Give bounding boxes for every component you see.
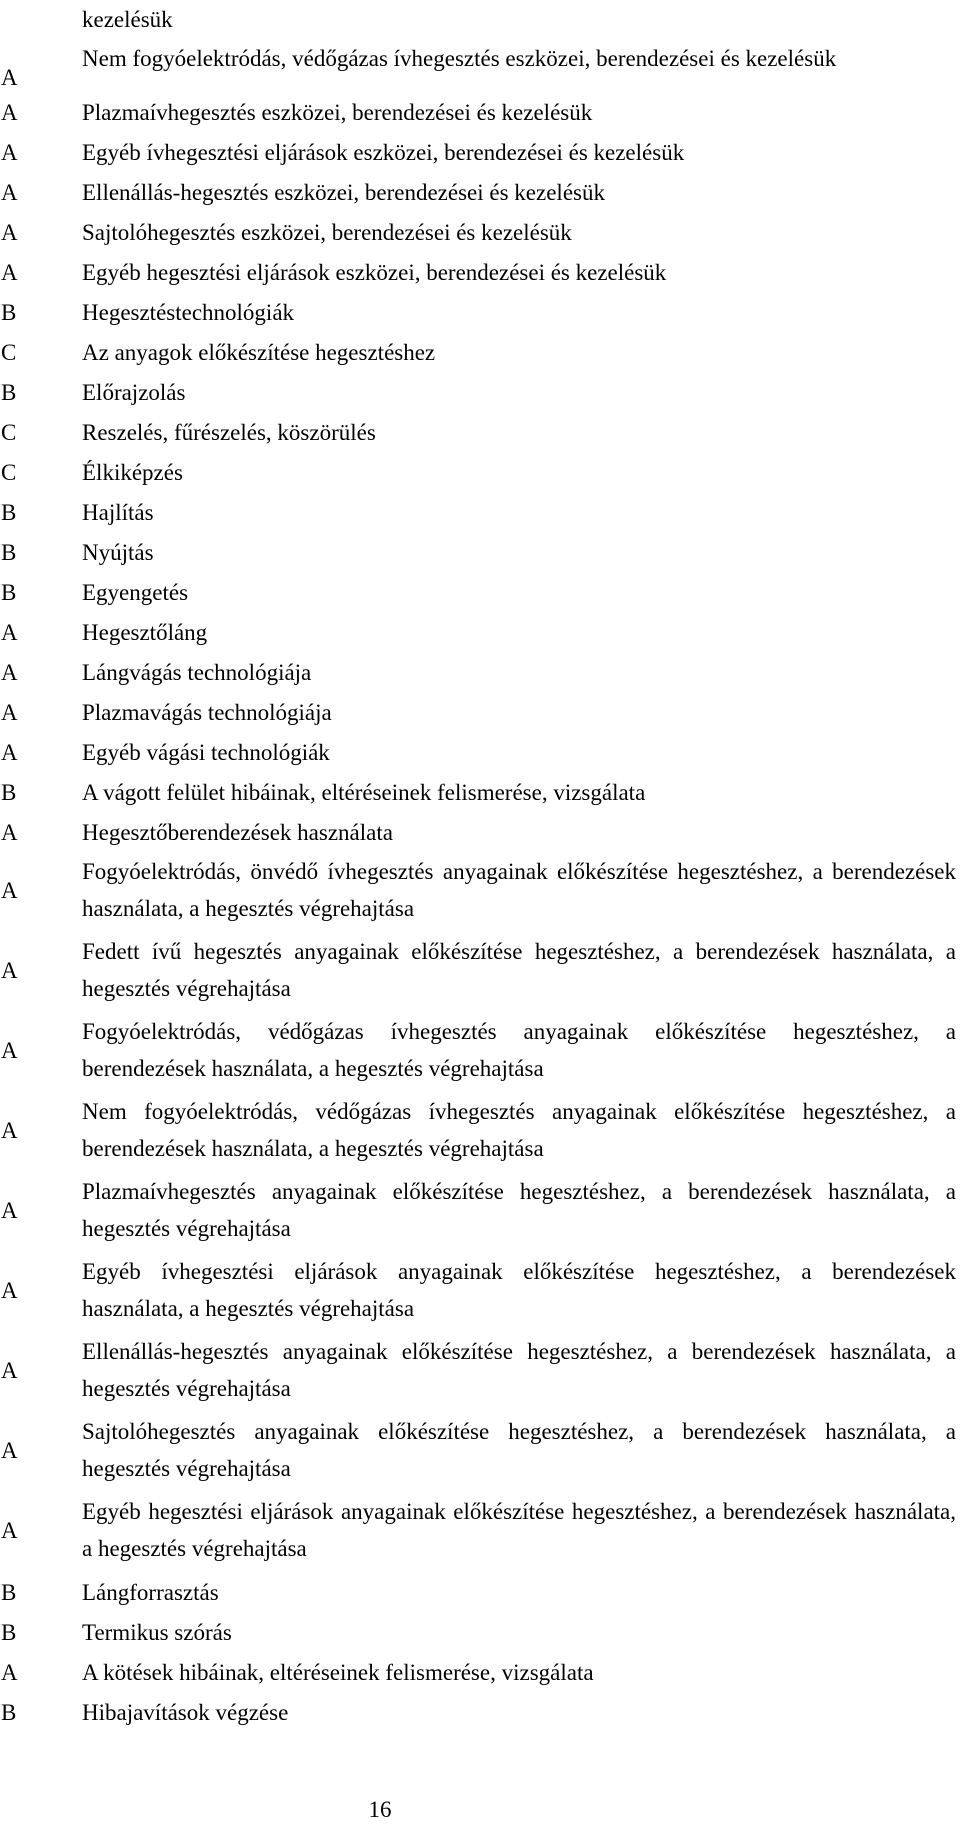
topic-text: Lángforrasztás bbox=[82, 1580, 219, 1605]
topic-text: Fogyóelektródás, önvédő ívhegesztés anyagainak előkészítése hegesztéshez, a berendezések használata, a hegesztés végrehajtása bbox=[82, 859, 956, 921]
topic-text: Reszelés, fűrészelés, köszörülés bbox=[82, 420, 376, 445]
level-letter: B bbox=[1, 1700, 17, 1725]
level-letter: A bbox=[1, 740, 18, 765]
topic-text: Egyéb ívhegesztési eljárások anyagainak előkészítése hegesztéshez, a berendezések használata, a hegesztés végrehajtása bbox=[82, 1259, 956, 1321]
level-letter: A bbox=[1, 958, 18, 983]
topic-text: Egyéb ívhegesztési eljárások eszközei, berendezései és kezelésük bbox=[82, 140, 685, 165]
topic-text: Hajlítás bbox=[82, 500, 154, 525]
topic-text: Fogyóelektródás, védőgázas ívhegesztés anyagainak előkészítése hegesztéshez, a berendezések használata, a hegesztés végrehajtása bbox=[82, 1019, 956, 1081]
topic-text: Előrajzolás bbox=[82, 380, 186, 405]
topic-text: Ellenállás-hegesztés anyagainak előkészítése hegesztéshez, a berendezések használata, a hegesztés végrehajtása bbox=[82, 1339, 956, 1401]
level-letter: C bbox=[1, 420, 17, 445]
level-letter: A bbox=[1, 65, 18, 90]
level-letter: A bbox=[1, 700, 18, 725]
level-letter: A bbox=[1, 1198, 18, 1223]
level-letter: A bbox=[1, 878, 18, 903]
level-letter: B bbox=[1, 500, 17, 525]
topic-text: Hegesztéstechnológiák bbox=[82, 300, 295, 325]
topic-text: kezelésük bbox=[82, 7, 173, 32]
level-letter: C bbox=[1, 340, 17, 365]
level-letter: B bbox=[1, 540, 17, 565]
topic-text: Nem fogyóelektródás, védőgázas ívhegesztés anyagainak előkészítése hegesztéshez, a berendezések használata, a hegesztés végrehajtása bbox=[82, 1099, 956, 1161]
level-letter: B bbox=[1, 1580, 17, 1605]
level-letter: A bbox=[1, 1118, 18, 1143]
level-letter: A bbox=[1, 100, 18, 125]
level-letter: A bbox=[1, 180, 18, 205]
topic-text: Hegesztőláng bbox=[82, 620, 208, 645]
topic-text: Sajtolóhegesztés anyagainak előkészítése hegesztéshez, a berendezések használata, a hegesztés végrehajtása bbox=[82, 1419, 956, 1481]
topic-text: Egyéb hegesztési eljárások eszközei, berendezései és kezelésük bbox=[82, 260, 667, 285]
topic-text: A vágott felület hibáinak, eltéréseinek felismerése, vizsgálata bbox=[82, 780, 646, 805]
topic-text: A kötések hibáinak, eltéréseinek felismerése, vizsgálata bbox=[82, 1660, 594, 1685]
level-letter: A bbox=[1, 820, 18, 845]
topic-text: Lángvágás technológiája bbox=[82, 660, 312, 685]
page-number: 16 bbox=[368, 1797, 392, 1822]
level-letter: A bbox=[1, 140, 18, 165]
level-letter: A bbox=[1, 1358, 18, 1383]
topic-text: Egyengetés bbox=[82, 580, 189, 605]
topic-text: Ellenállás-hegesztés eszközei, berendezései és kezelésük bbox=[82, 180, 605, 205]
topic-text: Plazmaívhegesztés eszközei, berendezései és kezelésük bbox=[82, 100, 593, 125]
topic-text: Nyújtás bbox=[82, 540, 154, 565]
level-letter: B bbox=[1, 380, 17, 405]
level-letter: A bbox=[1, 220, 18, 245]
topic-text: Fedett ívű hegesztés anyagainak előkészítése hegesztéshez, a berendezések használata, a hegesztés végrehajtása bbox=[82, 939, 956, 1001]
topic-text: Egyéb vágási technológiák bbox=[82, 740, 330, 765]
topic-text: Hibajavítások végzése bbox=[82, 1700, 289, 1725]
level-letter: C bbox=[1, 460, 17, 485]
level-letter: B bbox=[1, 300, 17, 325]
level-letter: A bbox=[1, 1660, 18, 1685]
level-letter: B bbox=[1, 580, 17, 605]
level-letter: A bbox=[1, 620, 18, 645]
topic-text: Hegesztőberendezések használata bbox=[82, 820, 393, 845]
level-letter: A bbox=[1, 660, 18, 685]
topic-text: Sajtolóhegesztés eszközei, berendezései és kezelésük bbox=[82, 220, 572, 245]
level-letter: A bbox=[1, 1518, 18, 1543]
level-letter: B bbox=[1, 780, 17, 805]
topic-text: Egyéb hegesztési eljárások anyagainak előkészítése hegesztéshez, a berendezések használata, a hegesztés végrehajtása bbox=[82, 1499, 956, 1561]
level-letter: A bbox=[1, 260, 18, 285]
level-letter: A bbox=[1, 1038, 18, 1063]
topic-text: Az anyagok előkészítése hegesztéshez bbox=[82, 340, 436, 365]
level-letter: A bbox=[1, 1278, 18, 1303]
topic-text: Plazmavágás technológiája bbox=[82, 700, 332, 725]
topic-text: Nem fogyóelektródás, védőgázas ívhegesztés eszközei, berendezései és kezelésük bbox=[82, 46, 837, 71]
level-letter: A bbox=[1, 1438, 18, 1463]
topic-text: Plazmaívhegesztés anyagainak előkészítése hegesztéshez, a berendezések használata, a hegesztés végrehajtása bbox=[82, 1179, 956, 1241]
level-letter: B bbox=[1, 1620, 17, 1645]
topic-text: Termikus szórás bbox=[82, 1620, 232, 1645]
topic-text: Élkiképzés bbox=[82, 460, 183, 485]
